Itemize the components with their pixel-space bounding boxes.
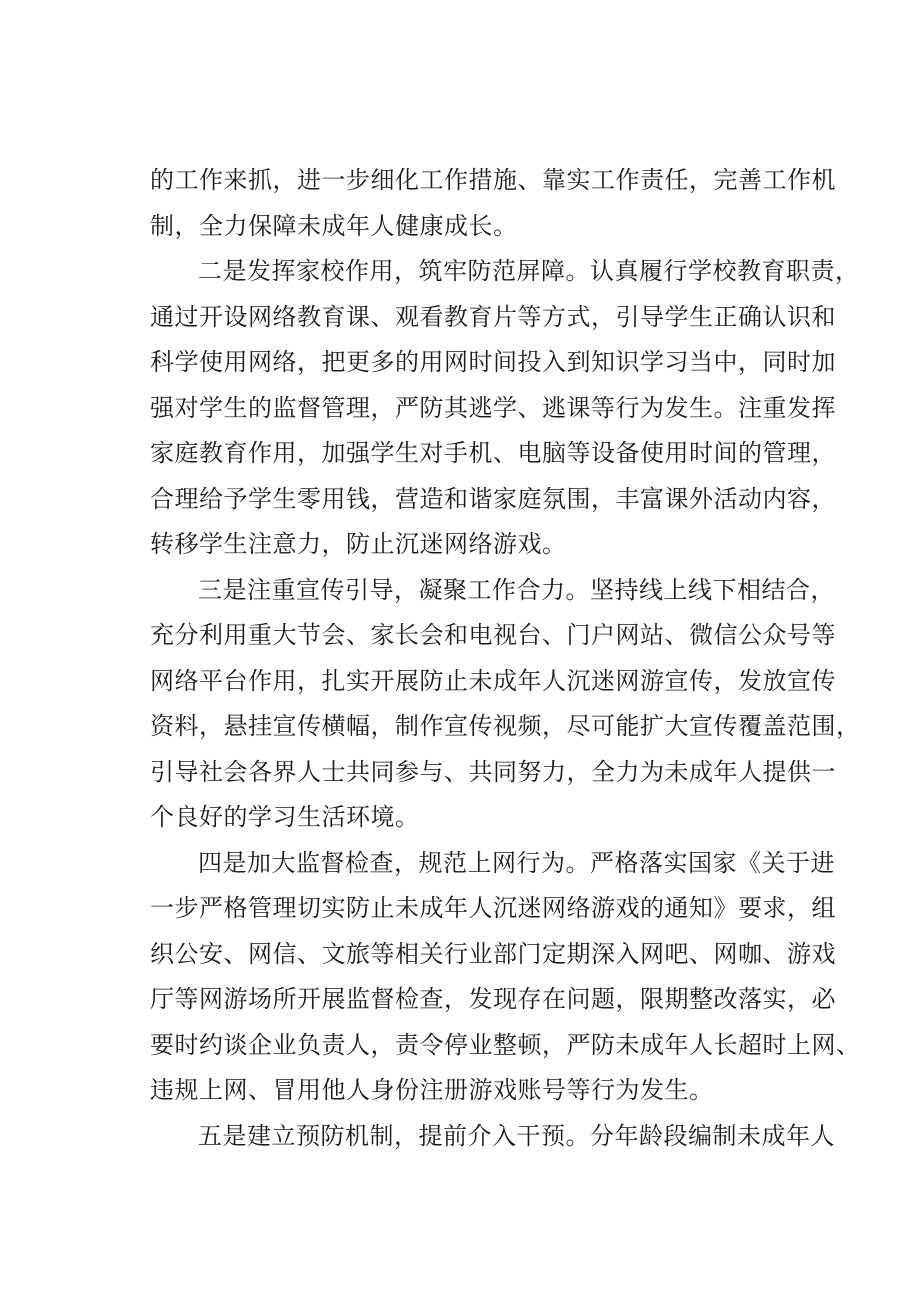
- text-line: 违规上网、冒用他人身份注册游戏账号等行为发生。: [150, 1076, 714, 1104]
- text-line: 合理给予学生零用钱，营造和谐家庭氛围，丰富课外活动内容，: [150, 484, 836, 513]
- document-body: [150, 158, 861, 1159]
- paragraph: [150, 249, 860, 568]
- text-line: 要时约谈企业负责人，责令停业整顿，严防未成年人长超时上网、: [150, 1030, 861, 1059]
- text-line: 织公安、网信、文旅等相关行业部门定期深入网吧、网咖、游戏: [150, 939, 836, 968]
- text-line: 网络平台作用，扎实开展防止未成年人沉迷网游宣传，发放宣传: [150, 666, 836, 695]
- text-line: 家庭教育作用，加强学生对手机、电脑等设备使用时间的管理，: [150, 439, 836, 467]
- text-line: 通过开设网络教育课、观看教育片等方式，引导学生正确认识和: [150, 302, 836, 331]
- paragraph: [150, 1114, 835, 1160]
- text-line: 引导社会各界人士共同参与、共同努力，全力为未成年人提供一: [150, 757, 836, 786]
- paragraph: [150, 568, 861, 841]
- text-line: 转移学生注意力，防止沉迷网络游戏。: [150, 530, 567, 558]
- text-line: 资料，悬挂宣传横幅，制作宣传视频，尽可能扩大宣传覆盖范围，: [150, 712, 861, 740]
- text-line: 四是加大监督检查，规范上网行为。严格落实国家《关于进: [198, 848, 835, 877]
- text-line: 强对学生的监督管理，严防其逃学、逃课等行为发生。注重发挥: [150, 393, 836, 422]
- text-line: 五是建立预防机制，提前介入干预。分年龄段编制未成年人: [198, 1121, 835, 1150]
- paragraph: [150, 841, 861, 1114]
- paragraph: [150, 158, 836, 249]
- text-line: 一步严格管理切实防止未成年人沉迷网络游戏的通知》要求，组: [150, 894, 836, 922]
- text-line: 个良好的学习生活环境。: [150, 803, 420, 831]
- text-line: 厅等网游场所开展监督检查，发现存在问题，限期整改落实，必: [150, 985, 836, 1013]
- text-line: 充分利用重大节会、家长会和电视台、门户网站、微信公众号等: [150, 621, 836, 649]
- text-line: 的工作来抓，进一步细化工作措施、靠实工作责任，完善工作机: [150, 166, 836, 194]
- text-line: 三是注重宣传引导，凝聚工作合力。坚持线上线下相结合，: [198, 575, 835, 604]
- text-line: 二是发挥家校作用，筑牢防范屏障。认真履行学校教育职责，: [198, 257, 860, 285]
- text-line: 制，全力保障未成年人健康成长。: [150, 211, 518, 240]
- text-line: 科学使用网络，把更多的用网时间投入到知识学习当中，同时加: [150, 348, 836, 376]
